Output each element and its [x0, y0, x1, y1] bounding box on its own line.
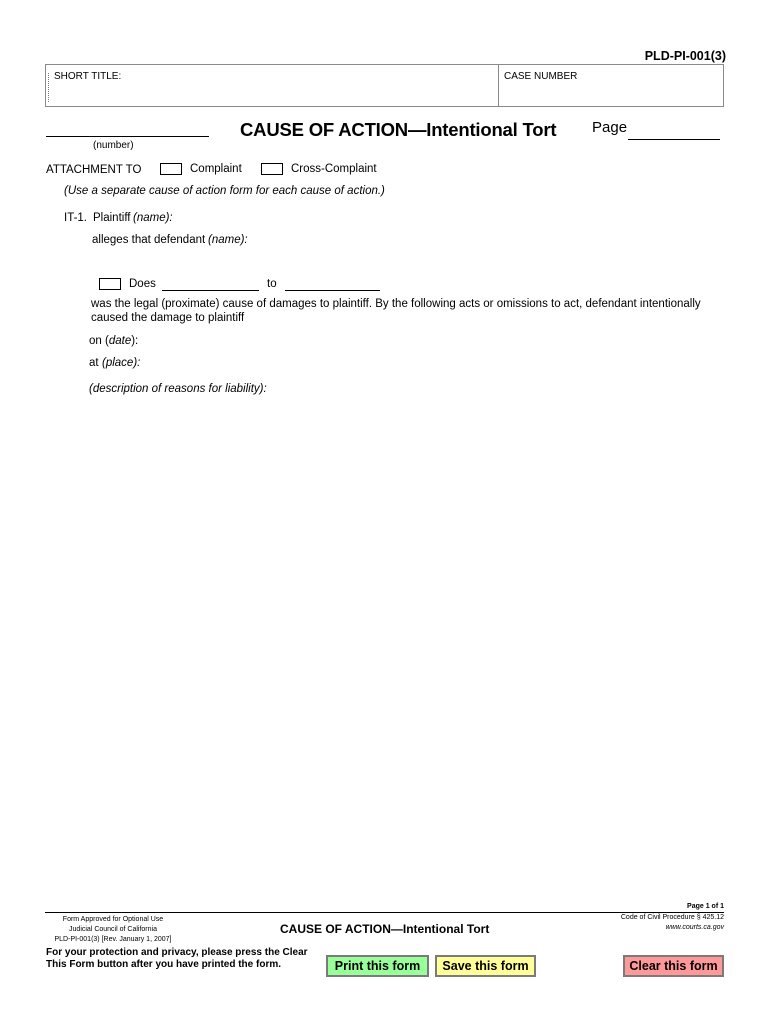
approved-line2: Judicial Council of California — [69, 926, 157, 933]
header-divider — [498, 65, 499, 106]
form-id: PLD-PI-001(3) — [644, 49, 726, 63]
clear-button[interactable]: Clear this form — [623, 955, 724, 977]
to-label: to — [267, 278, 277, 290]
short-title-field[interactable] — [48, 73, 49, 102]
page-number-field[interactable] — [628, 139, 720, 140]
defendant-name-hint: (name): — [208, 234, 248, 246]
description-hint: (description of reasons for liability): — [89, 383, 267, 395]
privacy-notice — [46, 947, 308, 971]
cause-number-field[interactable] — [46, 136, 209, 137]
cause-text-line1: was the legal (proximate) cause of damages to plaintiff. By the following acts or omissions to act, defendant intentionally — [91, 298, 701, 310]
at-label: at — [89, 357, 99, 369]
page-label: Page — [592, 119, 628, 136]
page-of-label: Page 1 of 1 — [687, 903, 724, 910]
website-link[interactable]: www.courts.ca.gov — [665, 924, 724, 931]
cause-text-line2: caused the damage to plaintiff — [91, 312, 245, 324]
instruction-text: (Use a separate cause of action form for each cause of action.) — [64, 185, 385, 197]
short-title-label: SHORT TITLE: — [54, 71, 122, 82]
print-button[interactable]: Print this form — [326, 955, 429, 977]
date-label — [89, 335, 138, 347]
approved-line1: Form Approved for Optional Use — [62, 916, 164, 923]
cross-complaint-label: Cross-Complaint — [291, 163, 377, 175]
plaintiff-name-field[interactable] — [175, 210, 715, 226]
complaint-checkbox[interactable] — [160, 163, 182, 175]
does-checkbox[interactable] — [99, 278, 121, 290]
cross-complaint-checkbox[interactable] — [261, 163, 283, 175]
defendant-name-field[interactable] — [250, 232, 715, 268]
does-label: Does — [129, 278, 156, 290]
alleges-label: alleges that defendant — [92, 234, 206, 246]
privacy-line2: This Form button after you have printed the form. — [46, 959, 282, 970]
code-ref: Code of Civil Procedure § 425.12 — [620, 914, 724, 921]
item-number: IT-1. — [64, 212, 88, 224]
on-prefix: on ( — [89, 335, 109, 347]
footer-title: CAUSE OF ACTION—Intentional Tort — [280, 922, 490, 936]
attachment-label: ATTACHMENT TO — [46, 164, 142, 176]
place-field[interactable] — [145, 355, 715, 371]
does-to-field[interactable] — [285, 290, 380, 291]
save-button[interactable]: Save this form — [435, 955, 536, 977]
approval-info — [46, 915, 180, 945]
on-suffix: ): — [131, 335, 139, 347]
date-word: date — [108, 335, 132, 347]
description-field[interactable] — [89, 400, 719, 890]
plaintiff-name-hint: (name): — [133, 212, 173, 224]
does-from-field[interactable] — [162, 290, 259, 291]
case-number-label: CASE NUMBER — [504, 71, 578, 82]
caption-header — [45, 64, 724, 107]
approved-line3: PLD-PI-001(3) [Rev. January 1, 2007] — [54, 936, 172, 943]
plaintiff-label: Plaintiff — [93, 212, 131, 224]
complaint-label: Complaint — [190, 163, 242, 175]
privacy-line1: For your protection and privacy, please press the Clear — [46, 947, 308, 958]
place-hint: (place): — [102, 357, 141, 369]
code-reference — [621, 913, 724, 933]
page-title: CAUSE OF ACTION—Intentional Tort — [240, 119, 557, 140]
date-field[interactable] — [140, 333, 715, 349]
cause-number-label: (number) — [93, 140, 134, 151]
